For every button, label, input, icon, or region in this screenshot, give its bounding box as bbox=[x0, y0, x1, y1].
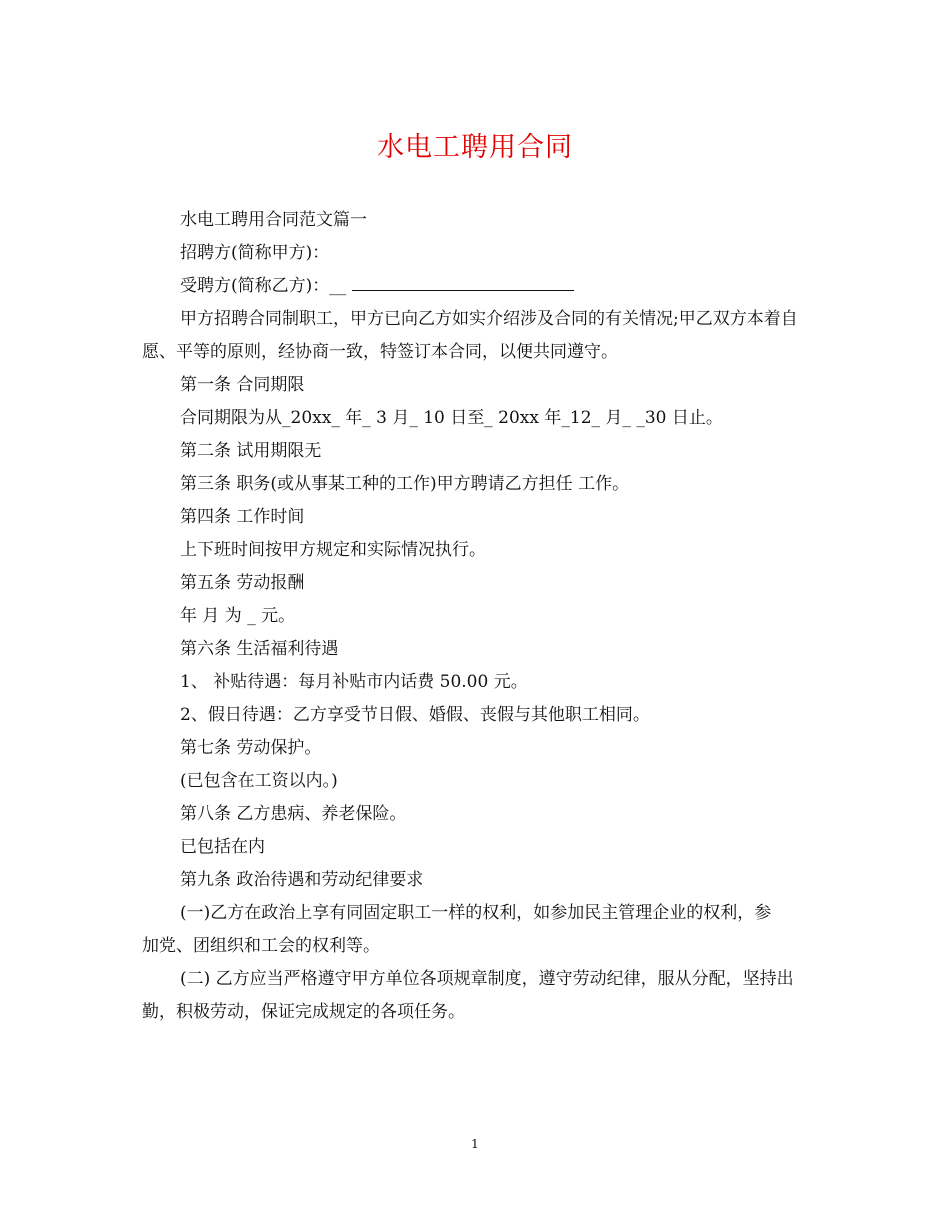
paragraph-preamble: 甲方招聘合同制职工，甲方已向乙方如实介绍涉及合同的有关情况;甲乙双方本着自愿、平等的原则，经协商一致，特签订本合同，以便共同遵守。 bbox=[142, 309, 798, 362]
paragraph-subtitle: 水电工聘用合同范文篇一 bbox=[180, 210, 367, 230]
article-7-heading: 第七条 劳动保护。 bbox=[180, 738, 322, 758]
article-7-text: (已包含在工资以内。) bbox=[180, 771, 338, 791]
article-6-item-2: 2、假日待遇：乙方享受节日假、婚假、丧假与其他职工相同。 bbox=[180, 705, 650, 725]
page-number: 1 bbox=[471, 1137, 479, 1151]
document-body bbox=[142, 204, 812, 1029]
article-3-heading: 第三条 职务(或从事某工种的工作)甲方聘请乙方担任 工作。 bbox=[180, 474, 630, 494]
article-4-text: 上下班时间按甲方规定和实际情况执行。 bbox=[180, 540, 486, 560]
document-title: 水电工聘用合同 bbox=[377, 132, 573, 163]
article-9-item-1: (一)乙方在政治上享有同固定职工一样的权利，如参加民主管理企业的权利，参加党、团组织和工会的权利等。 bbox=[142, 903, 772, 956]
article-2-heading: 第二条 试用期限无 bbox=[180, 441, 322, 461]
article-1-heading: 第一条 合同期限 bbox=[180, 375, 305, 395]
paragraph-employee bbox=[142, 270, 812, 303]
employee-name-blank bbox=[352, 274, 574, 291]
employee-label: 受聘方(简称乙方)：__ bbox=[180, 276, 347, 296]
article-4-heading: 第四条 工作时间 bbox=[180, 507, 305, 527]
article-5-heading: 第五条 劳动报酬 bbox=[180, 573, 305, 593]
paragraph-employer: 招聘方(简称甲方)： bbox=[180, 243, 330, 263]
article-6-item-1: 1、 补贴待遇：每月补贴市内话费 50.00 元。 bbox=[180, 672, 528, 692]
article-9-heading: 第九条 政治待遇和劳动纪律要求 bbox=[180, 870, 424, 890]
article-5-text: 年 月 为 _ 元。 bbox=[180, 606, 296, 626]
article-6-heading: 第六条 生活福利待遇 bbox=[180, 639, 339, 659]
article-8-text: 已包括在内 bbox=[180, 837, 265, 857]
article-8-heading: 第八条 乙方患病、养老保险。 bbox=[180, 804, 407, 824]
article-1-text: 合同期限为从_20xx_ 年_ 3 月_ 10 日至_ 20xx 年_12_ 月_ _30 日止。 bbox=[180, 408, 723, 428]
article-9-item-2: (二) 乙方应当严格遵守甲方单位各项规章制度，遵守劳动纪律，服从分配，坚持出勤，积极劳动，保证完成规定的各项任务。 bbox=[142, 969, 794, 1022]
